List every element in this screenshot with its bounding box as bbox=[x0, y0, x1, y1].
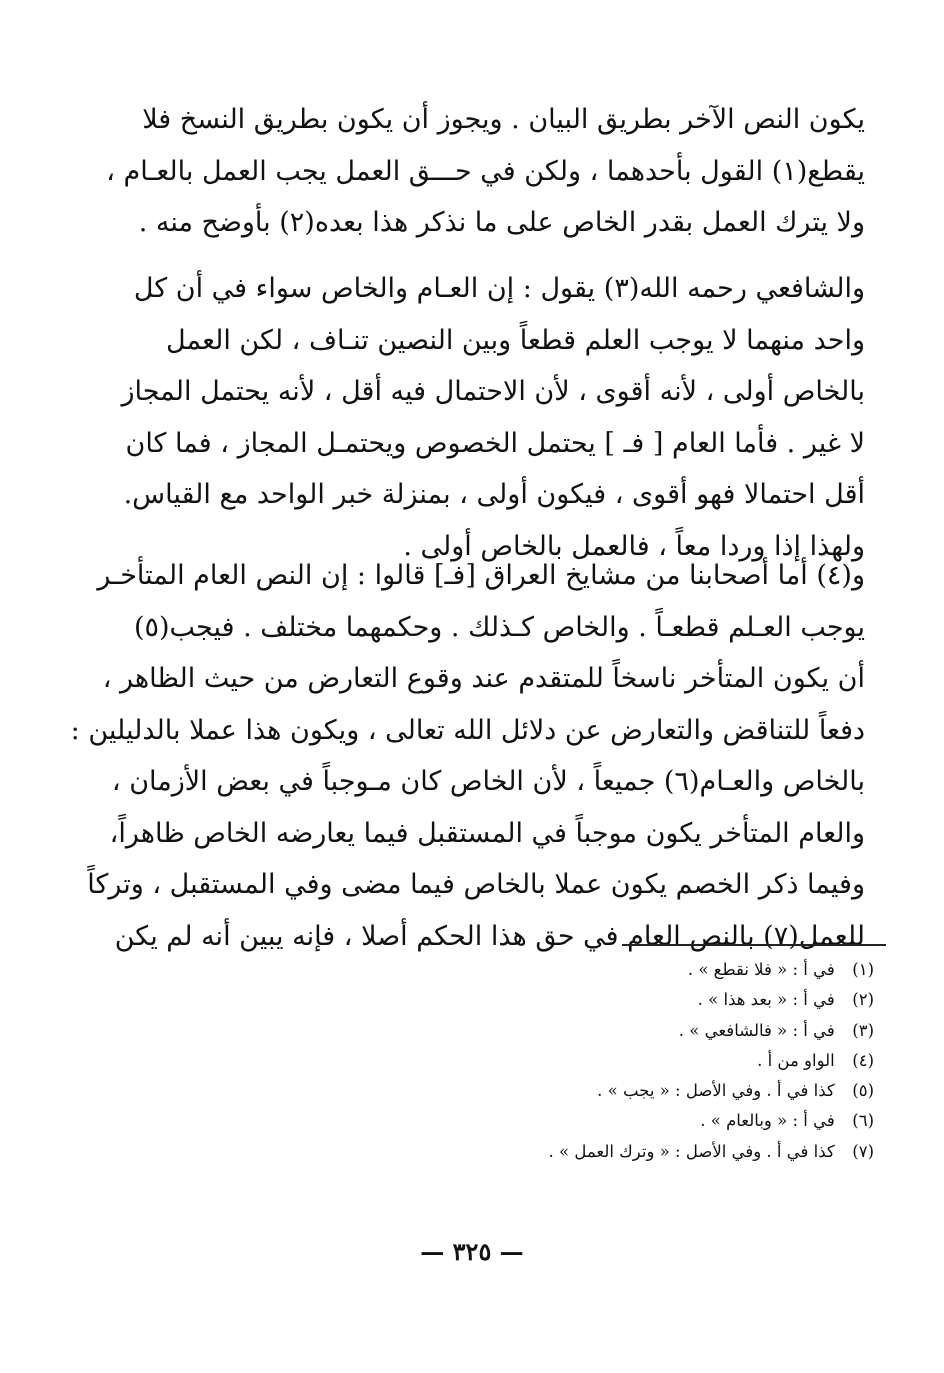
paragraph-2 bbox=[100, 263, 865, 572]
text-line: يكون النص الآخر بطريق البيان . ويجوز أن يكون بطريق النسخ فلا bbox=[142, 104, 865, 135]
text-line: وفيما ذكر الخصم يكون عملا بالخاص فيما مضى وفي المستقبل ، وتركاً bbox=[87, 869, 865, 900]
paragraph-3 bbox=[70, 550, 865, 962]
text-line: ولهذا إذا وردا معاً ، فالعمل بالخاص أولى . bbox=[403, 530, 865, 562]
footnotes bbox=[400, 955, 874, 1167]
footnote-text: كذا في أ . وفي الأصل : « يجب » . bbox=[597, 1081, 835, 1101]
footnote-number: (٦) bbox=[852, 1111, 874, 1131]
text-line: أقل احتمالا فهو أقوى ، فيكون أولى ، بمنزلة خبر الواحد مع القياس. bbox=[123, 479, 865, 510]
footnote-1 bbox=[400, 955, 874, 985]
footnote-2 bbox=[400, 985, 874, 1015]
footnote-5 bbox=[400, 1076, 874, 1106]
footnote-text: في أ : « فلا نقطع » . bbox=[687, 960, 835, 979]
footnote-text: كذا في أ . وفي الأصل : « وترك العمل » . bbox=[548, 1141, 835, 1161]
footnote-text: في أ : « بعد هذا » . bbox=[697, 990, 835, 1010]
text-line: دفعاً للتناقض والتعارض عن دلائل الله تعالى ، ويكون هذا عملا بالدليلين : bbox=[70, 714, 865, 746]
footnote-7 bbox=[400, 1137, 874, 1167]
text-line: والشافعي رحمه الله(٣) يقول : إن العـام والخاص سواء في أن كل bbox=[133, 273, 865, 304]
footnote-6 bbox=[400, 1106, 874, 1136]
footnote-text: الواو من أ . bbox=[757, 1050, 835, 1070]
footnote-number: (٤) bbox=[852, 1050, 874, 1070]
text-line: بالخاص والعـام(٦) جميعاً ، لأن الخاص كان مـوجباً في بعض الأزمان ، bbox=[111, 766, 865, 797]
paragraph-1 bbox=[100, 94, 865, 249]
page-number: — ٣٢٥ — bbox=[420, 1237, 524, 1266]
text-line: لا غير . فأما العام [ فـ ] يحتمل الخصوص ويحتمـل المجاز ، فما كان bbox=[125, 427, 865, 459]
footnote-divider bbox=[622, 944, 886, 946]
footnote-text: في أ : « فالشافعي » . bbox=[678, 1020, 835, 1040]
text-line: واحد منهما لا يوجب العلم قطعاً وبين النصين تنـاف ، لكن العمل bbox=[166, 324, 865, 356]
text-line: والعام المتأخر يكون موجباً في المستقبل فيما يعارضه الخاص ظاهراً، bbox=[109, 817, 865, 849]
text-line: أن يكون المتأخر ناسخاً للمتقدم عند وقوع التعارض من حيث الظاهر ، bbox=[102, 663, 865, 694]
text-line: للعمل(٧) بالنص العام في حق هذا الحكم أصلا ، فإنه يبين أنه لم يكن bbox=[114, 920, 865, 952]
text-line: يوجب العـلم قطعـاً . والخاص كـذلك . وحكمهما مختلف . فيجب(٥) bbox=[133, 611, 865, 643]
text-line: ولا يترك العمل بقدر الخاص على ما نذكر هذا بعده(٢) بأوضح منه . bbox=[138, 207, 865, 238]
footnote-number: (٧) bbox=[852, 1141, 874, 1161]
text-line: يقطع(١) القول بأحدهما ، ولكن في حـــق العمل يجب العمل بالعـام ، bbox=[106, 155, 865, 187]
footnote-4 bbox=[400, 1046, 874, 1076]
footnote-number: (٢) bbox=[852, 990, 874, 1010]
footnote-number: (٣) bbox=[852, 1020, 874, 1040]
text-line: بالخاص أولى ، لأنه أقوى ، لأن الاحتمال فيه أقل ، لأنه يحتمل المجاز bbox=[121, 376, 865, 407]
footnote-number: (٥) bbox=[852, 1081, 874, 1101]
footnote-number: (١) bbox=[852, 960, 874, 979]
footnote-3 bbox=[400, 1016, 874, 1046]
footnote-text: في أ : « وبالعام » . bbox=[700, 1111, 835, 1131]
text-line: و(٤) أما أصحابنا من مشايخ العراق [فـ] قالوا : إن النص العام المتأخـر bbox=[97, 560, 865, 591]
